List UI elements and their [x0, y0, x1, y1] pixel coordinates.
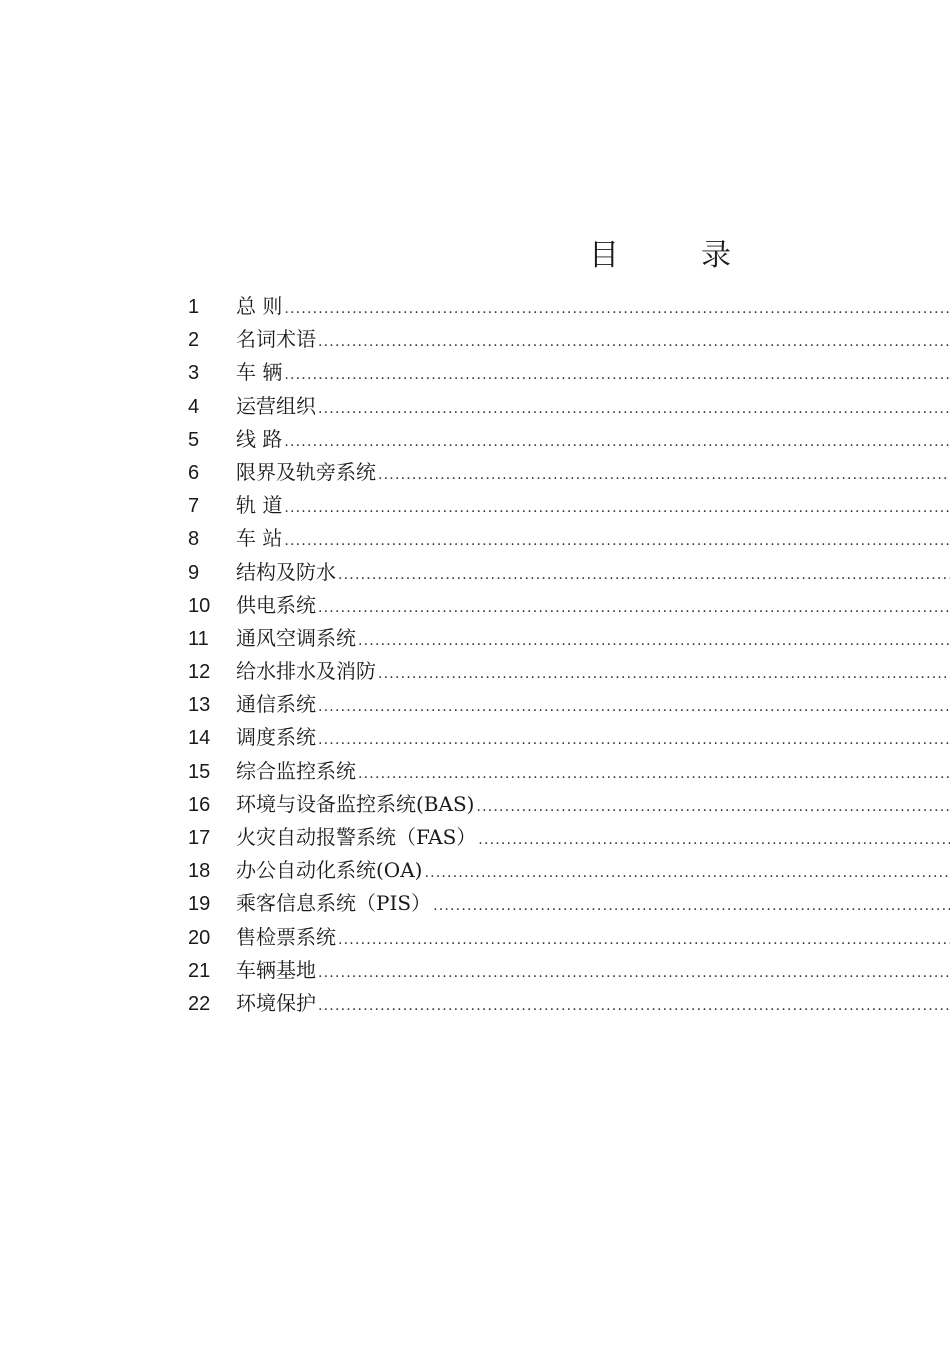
toc-leader-dots — [316, 326, 950, 356]
toc-entry-title: 售检票系统 — [236, 924, 336, 949]
toc-entry-number: 16 — [188, 793, 211, 816]
toc-leader-dots — [336, 559, 950, 589]
toc-entry-title: 通风空调系统 — [236, 625, 356, 650]
toc-entry-title: 车 站 — [236, 526, 283, 551]
toc-entry-14[interactable] — [188, 721, 950, 754]
toc-entry-title: 车辆基地 — [236, 957, 316, 982]
toc-entry-9[interactable] — [188, 556, 950, 589]
toc-entry-2[interactable] — [188, 323, 950, 356]
toc-entry-number: 22 — [188, 992, 211, 1015]
toc-entry-number: 20 — [188, 926, 211, 949]
toc-entry-title: 办公自动化系统(OA) — [236, 858, 423, 883]
toc-entry-title: 总 则 — [236, 294, 283, 318]
toc-entry-title: 环境保护 — [236, 990, 316, 1015]
toc-entry-number: 4 — [188, 395, 200, 418]
toc-entry-7[interactable] — [188, 489, 950, 522]
toc-entry-1[interactable] — [188, 290, 950, 323]
toc-entry-19[interactable] — [188, 887, 950, 920]
toc-entry-number: 18 — [188, 860, 211, 883]
toc-entry-title: 车 辆 — [236, 360, 283, 385]
toc-entry-number: 1 — [188, 296, 200, 318]
toc-entry-number: 2 — [188, 329, 200, 352]
toc-leader-dots — [282, 359, 950, 389]
toc-leader-dots — [282, 492, 950, 522]
toc-entry-title: 通信系统 — [236, 692, 316, 717]
toc-entry-number: 17 — [188, 827, 211, 849]
toc-leader-dots — [316, 691, 950, 721]
toc-entry-5[interactable] — [188, 423, 950, 456]
toc-entry-title: 环境与设备监控系统(BAS) — [236, 791, 475, 816]
toc-entry-number: 14 — [188, 727, 211, 750]
toc-leader-dots — [476, 824, 950, 854]
toc-entry-title: 轨 道 — [236, 493, 283, 518]
toc-entry-title: 供电系统 — [236, 592, 316, 617]
toc-entry-10[interactable] — [188, 589, 950, 622]
toc-entry-15[interactable] — [188, 755, 950, 788]
toc-entry-12[interactable] — [188, 655, 950, 688]
toc-entry-17[interactable] — [188, 821, 950, 854]
toc-entry-4[interactable] — [188, 390, 950, 423]
toc-leader-dots — [282, 426, 950, 456]
toc-entry-number: 12 — [188, 661, 211, 684]
toc-entry-title: 限界及轨旁系统 — [236, 459, 376, 484]
toc-entry-number: 7 — [188, 495, 200, 518]
toc-entry-20[interactable] — [188, 921, 950, 954]
toc-entry-18[interactable] — [188, 854, 950, 887]
toc-entry-16[interactable] — [188, 788, 950, 821]
toc-entry-21[interactable] — [188, 954, 950, 987]
toc-entry-number: 13 — [188, 694, 211, 717]
toc-entry-number: 3 — [188, 362, 200, 385]
toc-entry-title: 火灾自动报警系统（FAS） — [236, 825, 477, 849]
toc-entry-title: 给水排水及消防 — [236, 659, 376, 684]
toc-entry-title: 运营组织 — [236, 393, 316, 418]
toc-entry-title: 综合监控系统 — [236, 758, 356, 783]
toc-entry-title: 乘客信息系统（PIS） — [236, 891, 432, 916]
toc-title: 目 录 — [589, 238, 757, 273]
toc-entry-11[interactable] — [188, 622, 950, 655]
toc-entry-number: 19 — [188, 893, 211, 916]
toc-entry-title: 线 路 — [236, 426, 283, 451]
toc-leader-dots — [316, 724, 950, 754]
toc-entry-title: 结构及防水 — [236, 559, 336, 584]
toc-entry-title: 名词术语 — [236, 327, 316, 352]
toc-leader-dots — [282, 525, 950, 555]
toc-leader-dots — [316, 990, 950, 1020]
toc-leader-dots — [376, 459, 950, 489]
toc-entry-title: 调度系统 — [236, 725, 316, 750]
toc-entry-6[interactable] — [188, 456, 950, 489]
toc-leader-dots — [431, 890, 950, 920]
toc-leader-dots — [356, 758, 950, 788]
toc-leader-dots — [474, 791, 950, 821]
toc-entry-number: 6 — [188, 461, 200, 484]
toc-entry-number: 9 — [188, 561, 200, 584]
toc-entry-number: 5 — [188, 428, 200, 451]
toc-leader-dots — [316, 592, 950, 622]
toc-entry-number: 11 — [188, 627, 209, 650]
toc-leader-dots — [356, 625, 950, 655]
toc-list — [188, 290, 950, 1020]
toc-leader-dots — [282, 293, 950, 323]
toc-entry-3[interactable] — [188, 356, 950, 389]
toc-leader-dots — [316, 957, 950, 987]
toc-entry-number: 21 — [188, 959, 211, 982]
toc-entry-22[interactable] — [188, 987, 950, 1020]
toc-leader-dots — [422, 857, 950, 887]
toc-entry-number: 10 — [188, 594, 211, 617]
toc-leader-dots — [376, 658, 950, 688]
toc-entry-number: 15 — [188, 760, 211, 783]
toc-entry-13[interactable] — [188, 688, 950, 721]
toc-entry-8[interactable] — [188, 522, 950, 555]
toc-leader-dots — [336, 924, 950, 954]
toc-entry-number: 8 — [188, 528, 200, 551]
toc-leader-dots — [316, 393, 950, 423]
